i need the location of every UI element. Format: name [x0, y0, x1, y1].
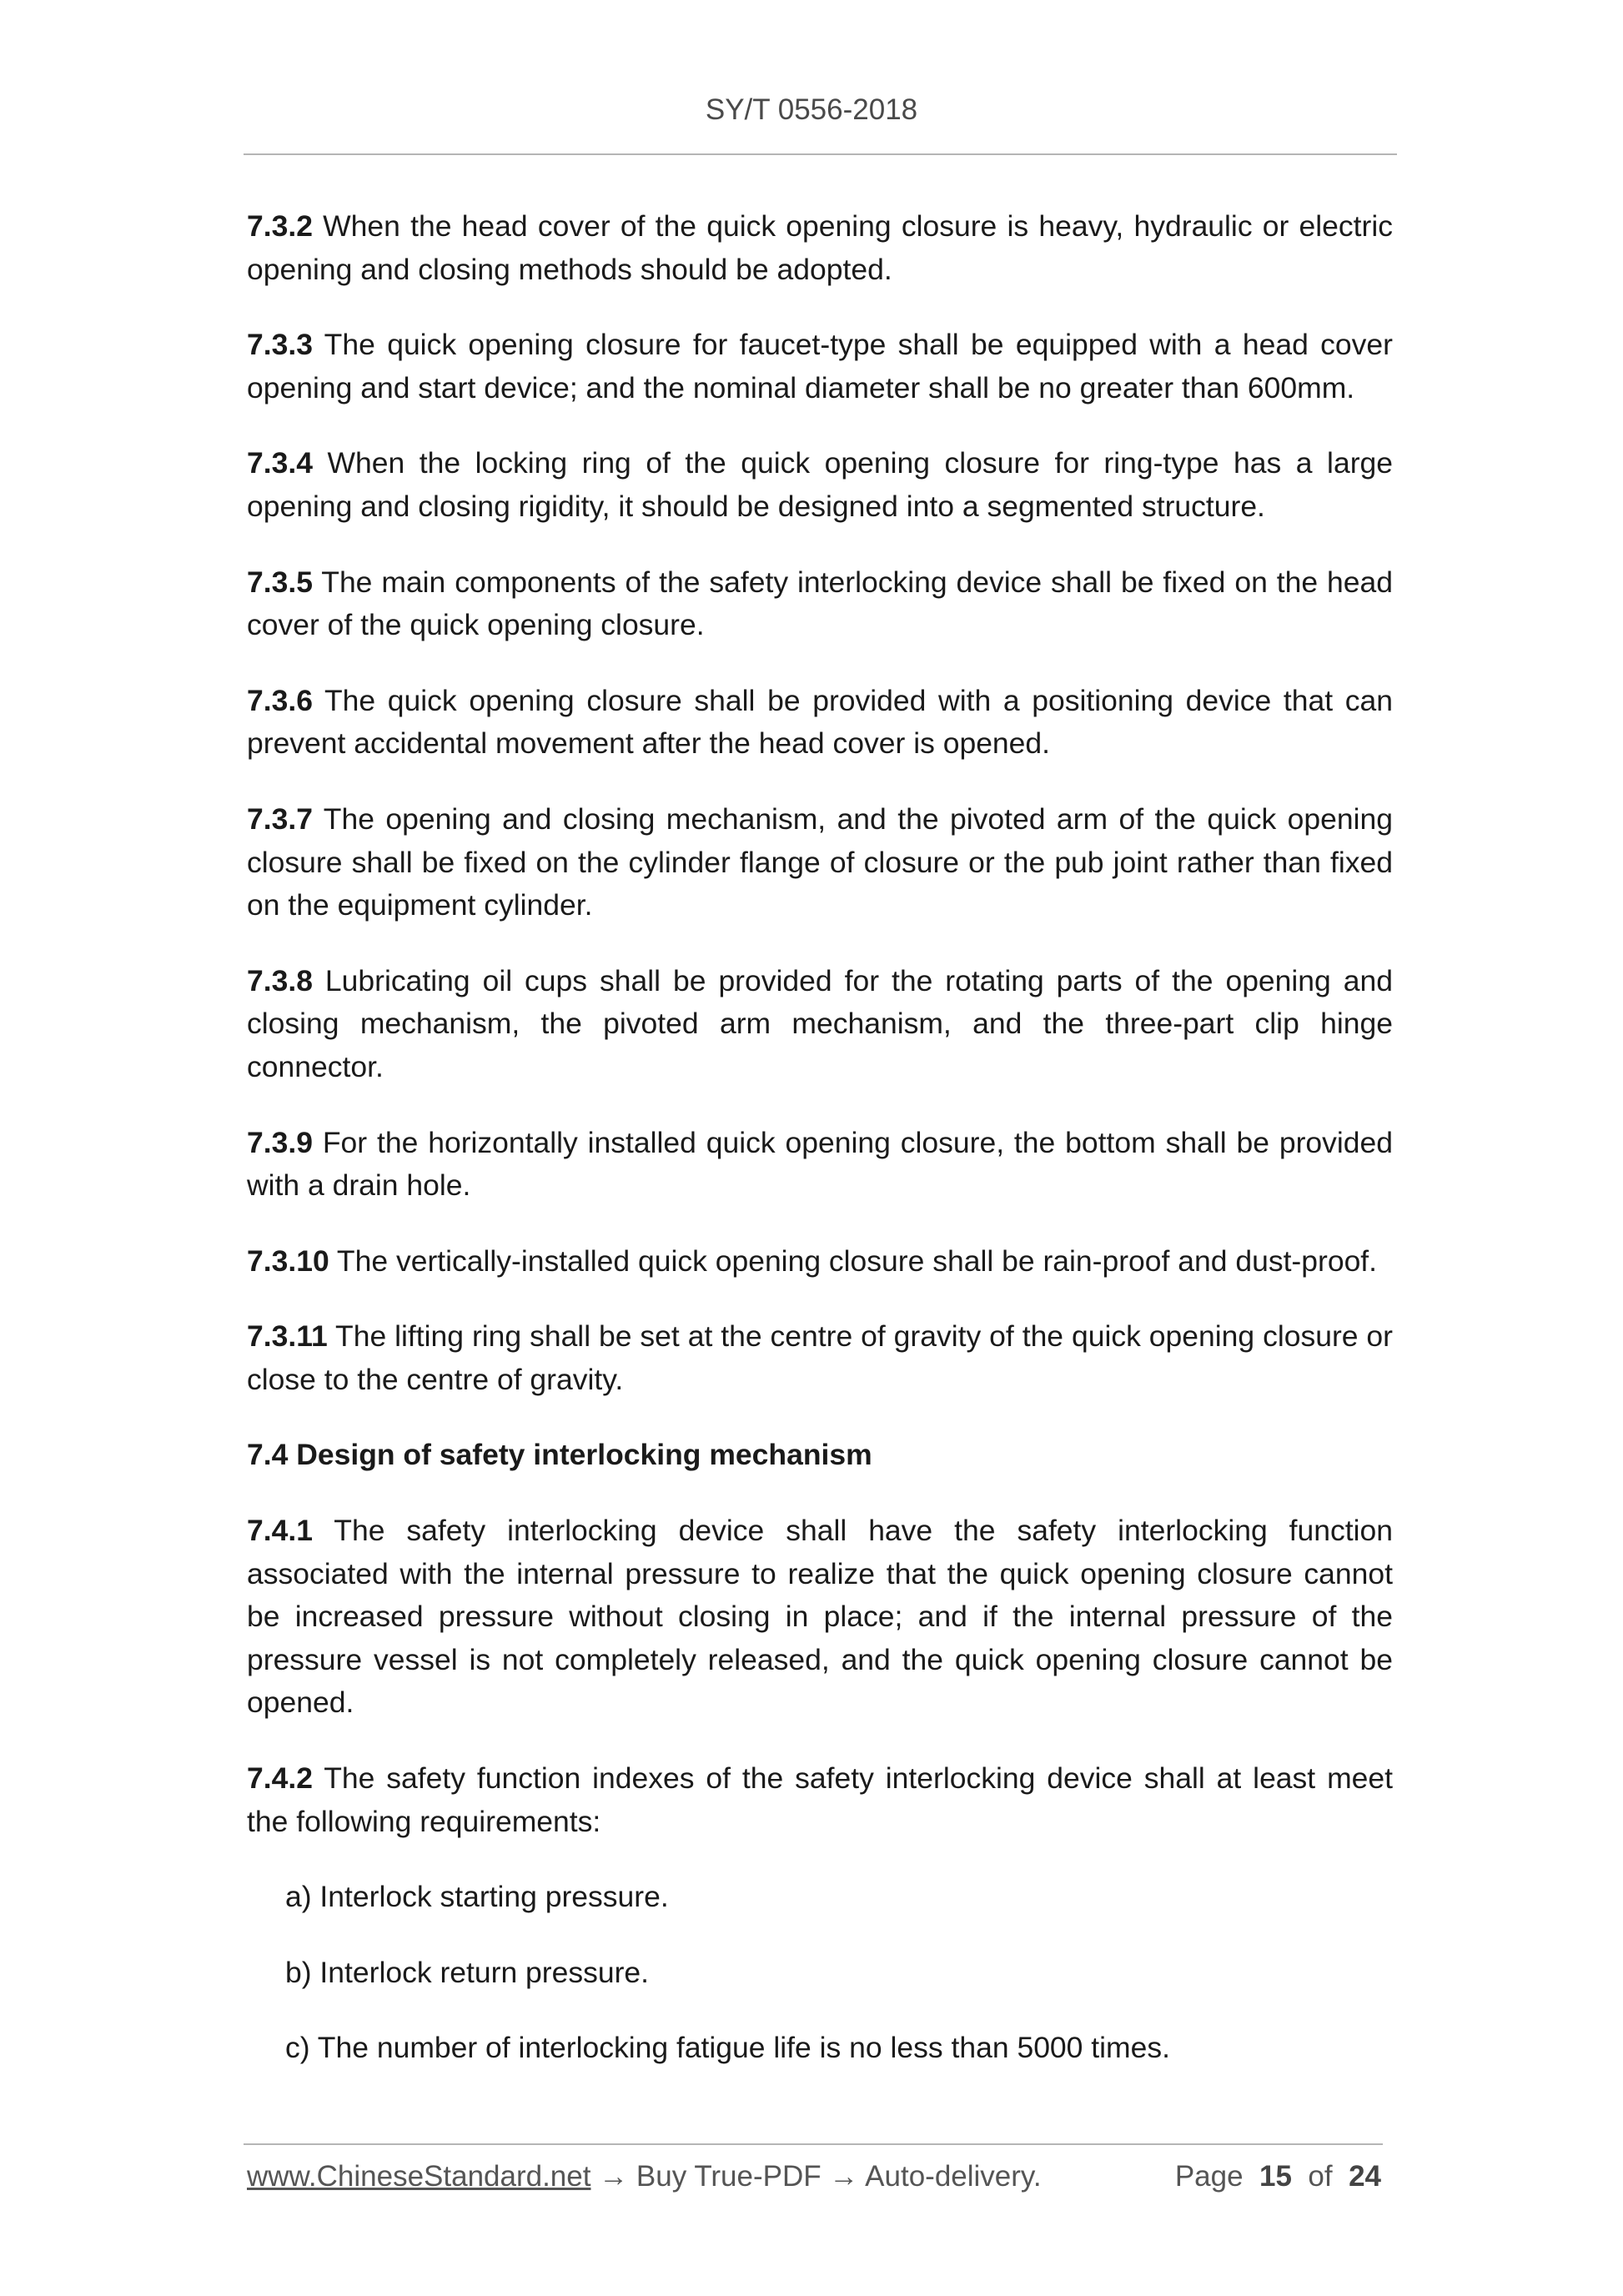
clause-number: 7.3.3: [247, 328, 313, 362]
header-rule: [244, 153, 1397, 155]
clause-number: 7.3.9: [247, 1125, 313, 1159]
clause-text: The quick opening closure for faucet-type shall be equipped with a head cover opening and start device; and the nominal diameter shall be no greater than 600mm.: [247, 328, 1393, 404]
clause-7-3-10: [247, 1240, 1393, 1284]
page-indicator: [1175, 2160, 1381, 2193]
clause-number: 7.3.5: [247, 565, 313, 599]
page-of-label: of: [1308, 2160, 1333, 2193]
clause-7-3-7: [247, 798, 1393, 927]
clause-number: 7.3.8: [247, 963, 313, 997]
clause-number: 7.3.2: [247, 209, 313, 243]
clause-number: 7.3.4: [247, 446, 313, 480]
website-link[interactable]: www.ChineseStandard.net: [247, 2160, 591, 2193]
clause-7-3-5: [247, 561, 1393, 647]
clause-text: When the locking ring of the quick opening closure for ring-type has a large opening and closing rigidity, it should be designed into a segmented structure.: [247, 446, 1393, 523]
clause-7-3-11: [247, 1315, 1393, 1401]
page-content: [247, 205, 1393, 2103]
clause-text: When the head cover of the quick opening closure is heavy, hydraulic or electric opening and closing methods should be adopted.: [247, 209, 1393, 286]
clause-text: The safety interlocking device shall have the safety interlocking function associated with the internal pressure to realize that the quick opening closure cannot be increased pressure without closing in place; and if the internal pressure of the pressure vessel is not completely released, and the quick opening closure cannot be opened.: [247, 1514, 1393, 1720]
clause-number: 7.3.10: [247, 1243, 329, 1278]
clause-text: The vertically-installed quick opening closure shall be rain-proof and dust-proof.: [329, 1243, 1378, 1278]
total-pages-number: 24: [1349, 2160, 1381, 2193]
footer-rule: [244, 2143, 1383, 2145]
clause-7-3-3: [247, 324, 1393, 409]
clause-7-3-9: [247, 1122, 1393, 1208]
list-item-b: b) Interlock return pressure.: [285, 1955, 650, 1989]
clause-text: The safety function indexes of the safety interlocking device shall at least meet the following requirements:: [247, 1761, 1393, 1838]
list-item-c: c) The number of interlocking fatigue life is no less than 5000 times.: [285, 2031, 1170, 2065]
page-label: Page: [1174, 2160, 1244, 2193]
document-id-header: SY/T 0556-2018: [705, 93, 918, 126]
clause-7-3-2: [247, 205, 1393, 291]
list-item-a: a) Interlock starting pressure.: [285, 1880, 669, 1914]
clause-7-3-8: [247, 960, 1393, 1089]
clause-number: 7.3.11: [247, 1319, 328, 1354]
clause-text: For the horizontally installed quick opening closure, the bottom shall be provided with a drain hole.: [247, 1125, 1393, 1203]
section-heading: 7.4 Design of safety interlocking mechanism: [247, 1438, 872, 1472]
clause-7-3-6: [247, 680, 1393, 766]
clause-text: Lubricating oil cups shall be provided for the rotating parts of the opening and closing mechanism, the pivoted arm mechanism, and the three-part clip hinge connector.: [247, 963, 1393, 1083]
clause-number: 7.3.6: [247, 683, 313, 717]
clause-7-4-2: [247, 1757, 1393, 1843]
clause-text: The lifting ring shall be set at the centre of gravity of the quick opening closure or close to the centre of gravity.: [247, 1319, 1393, 1396]
footer-promo: [247, 2160, 1042, 2193]
clause-7-3-4: [247, 442, 1393, 528]
clause-text: The main components of the safety interlocking device shall be fixed on the head cover of the quick opening closure.: [247, 565, 1393, 642]
clause-text: The quick opening closure shall be provided with a positioning device that can prevent accidental movement after the head cover is opened.: [247, 683, 1393, 761]
clause-number: 7.4.1: [247, 1514, 313, 1548]
clause-number: 7.4.2: [247, 1761, 313, 1796]
clause-number: 7.3.7: [247, 801, 313, 836]
current-page-number: 15: [1259, 2160, 1292, 2193]
clause-text: The opening and closing mechanism, and the pivoted arm of the quick opening closure shall be fixed on the cylinder flange of closure or the pub joint rather than fixed on the equipment cylinder.: [247, 801, 1393, 922]
footer-tagline: → Buy True-PDF → Auto-delivery.: [590, 2160, 1042, 2193]
clause-7-4-1: [247, 1510, 1393, 1725]
